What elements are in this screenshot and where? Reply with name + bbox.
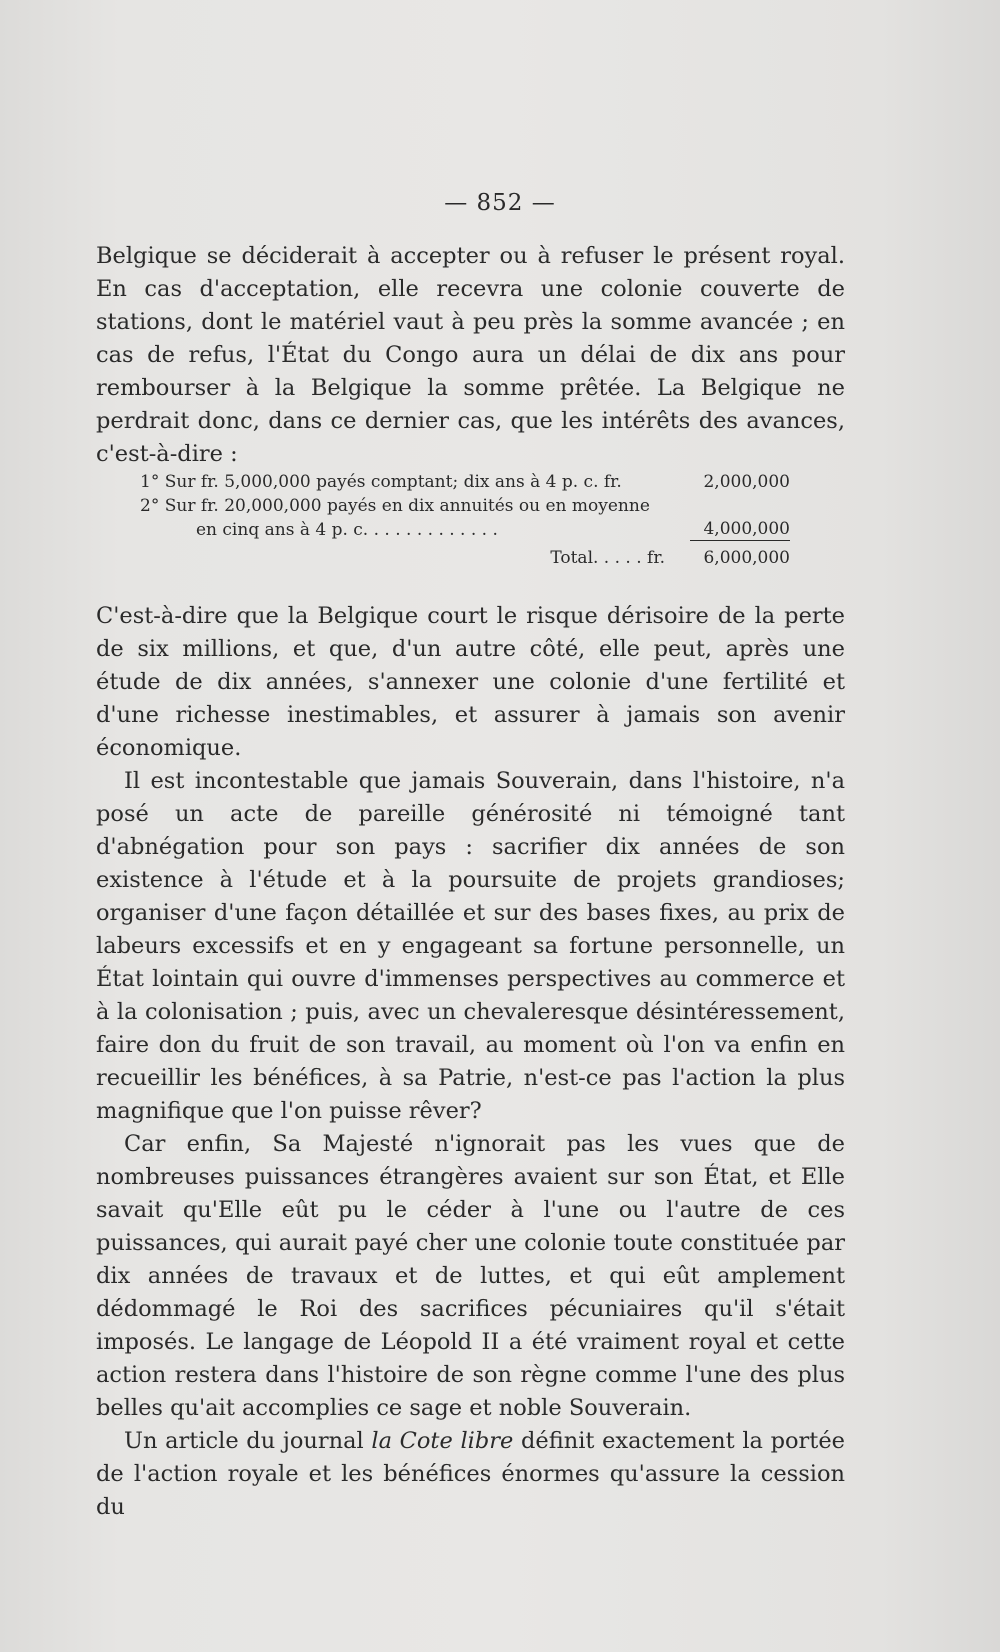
interest-calculation: [140, 470, 790, 570]
journal-name: la Cote libre: [371, 1428, 514, 1454]
calc-line-2a: [140, 494, 790, 518]
calc-total-label: Total. . . . . fr.: [550, 548, 665, 568]
calc-line-1: [140, 470, 790, 494]
paragraph-article-after: définit exactement la portée de l'action royale et les bénéfices énormes qu'assure la cession du: [96, 1428, 845, 1520]
calc-line-2-description-b: en cinq ans à 4 p. c. . . . . . . . . . . . .: [196, 520, 498, 540]
calc-total-amount: 6,000,000: [703, 548, 790, 568]
paragraph-generosity: Il est incontestable que jamais Souverain, dans l'histoire, n'a posé un acte de pareille générosité ni témoigné tant d'abnégation pour son pays : sacrifier dix années de son existence à l'étude et à la poursuite de projets grandioses; organiser d'une façon détaillée et sur des bases fixes, au prix de labeurs excessifs et en y engageant sa fortune personnelle, un État lointain qui ouvre d'immenses perspectives au commerce et à la colonisation ; puis, avec un chevaleresque désintéressement, faire don du fruit de son travail, au moment où l'on va enfin en recueillir les bénéfices, à sa Patrie, n'est-ce pas l'action la plus magnifique que l'on puisse rêver?: [96, 768, 845, 1124]
paragraph-majesty: Car enfin, Sa Majesté n'ignorait pas les vues que de nombreuses puissances étrangères avaient sur son État, et Elle savait qu'Elle eût pu le céder à l'une ou l'autre de ces puissances, qui aurait payé cher une colonie toute constituée par dix années de travaux et de luttes, et qui eût amplement dédommagé le Roi des sacrifices pécuniaires qu'il s'était imposés. Le langage de Léopold II a été vraiment royal et cette action restera dans l'histoire de son règne comme l'une des plus belles qu'ait accomplies ce sage et noble Souverain.: [96, 1131, 845, 1421]
calc-line-2-description-a: 2° Sur fr. 20,000,000 payés en dix annuités ou en moyenne: [140, 496, 650, 516]
text-block-main: [96, 600, 845, 1524]
calc-line-2-amount: 4,000,000: [690, 518, 790, 541]
paragraph-article-before: Un article du journal: [124, 1428, 372, 1454]
calc-line-1-description: 1° Sur fr. 5,000,000 payés comptant; dix ans à 4 p. c. fr.: [140, 472, 622, 492]
paragraph-article: [96, 1425, 845, 1524]
paragraph-continuation: Belgique se déciderait à accepter ou à refuser le présent royal. En cas d'acceptation, elle recevra une colonie couverte de stations, dont le matériel vaut à peu près la somme avancée ; en cas de refus, l'État du Congo aura un délai de dix ans pour rembourser à la Belgique la somme prêtée. La Belgique ne perdrait donc, dans ce dernier cas, que les intérêts des avances, c'est-à-dire :: [96, 243, 845, 467]
calc-line-1-amount: 2,000,000: [703, 472, 790, 492]
text-block-top: [96, 240, 845, 471]
calc-line-2b: [140, 518, 790, 542]
paragraph-risk: C'est-à-dire que la Belgique court le risque dérisoire de la perte de six millions, et que, d'un autre côté, elle peut, après une étude de dix années, s'annexer une colonie d'une fertilité et d'une richesse inestimables, et assurer à jamais son avenir économique.: [96, 603, 845, 761]
calc-total: [140, 546, 790, 570]
page-number: — 852 —: [444, 190, 556, 216]
